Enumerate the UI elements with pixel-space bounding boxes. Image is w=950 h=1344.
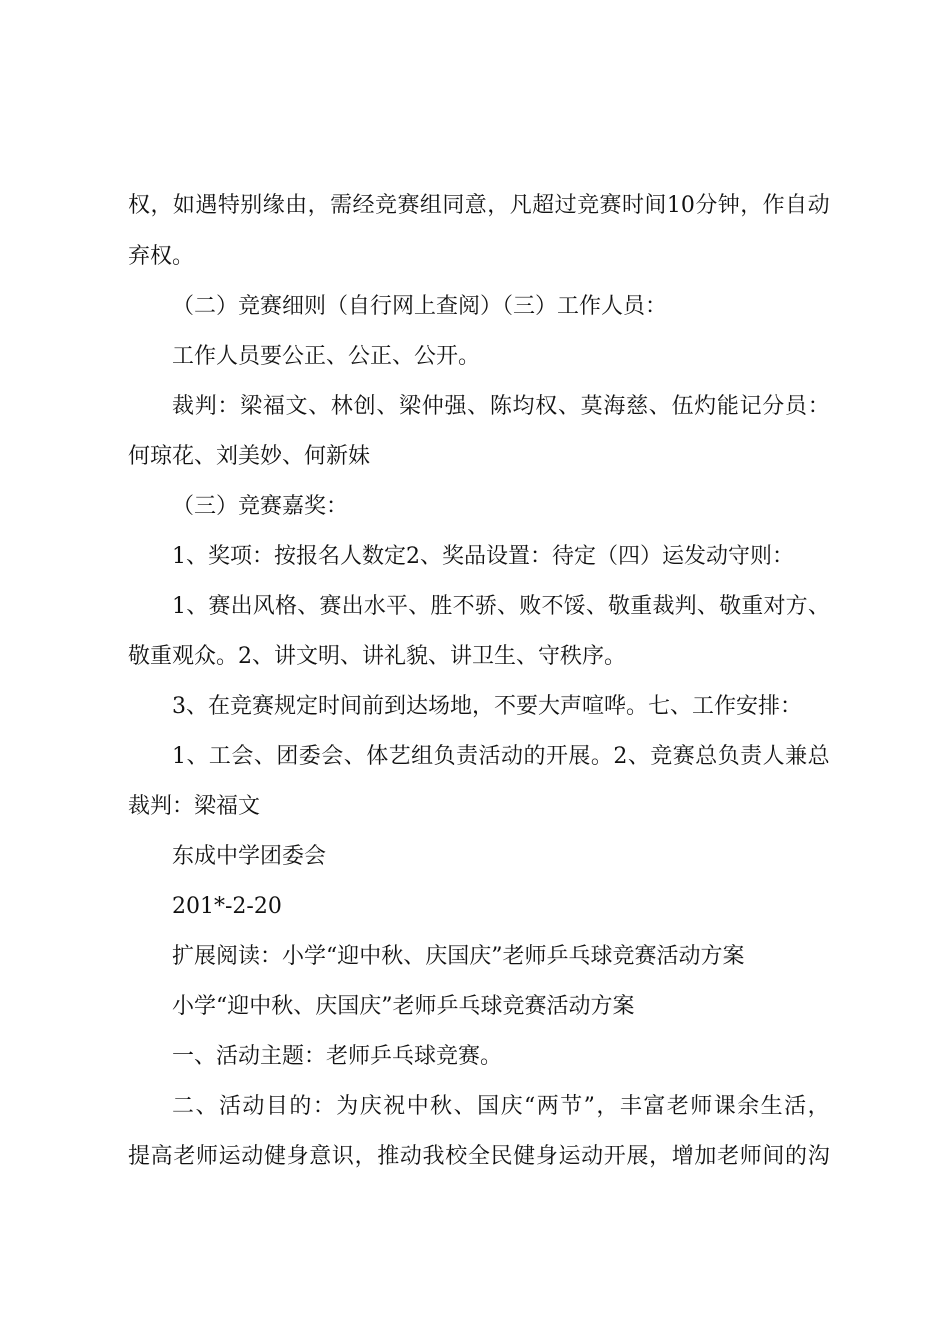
section-heading: （三）竞赛嘉奖：: [172, 494, 349, 519]
paragraph-line: 1 、 工 会 、 团 委 会 、 体 艺 组 负 责 活 动 的 开 展 。 2 、 竞 赛 总 负 责 人 兼 总: [172, 744, 830, 769]
paragraph-line: 1 、 赛 出 风 格 、 赛 出 水 平 、 胜 不 骄 、 败 不 馁 、 敬 重 裁 判 、 敬 重 对 方 、: [172, 594, 830, 619]
section-heading: 一、活动主题：老师乒乓球竞赛。: [172, 1044, 503, 1069]
paragraph-line: 二 、 活 动 目 的 ： 为 庆 祝 中 秋 、 国 庆 “ 两 节 ” ， 丰 富 老 师 课 余 生 活 ，: [172, 1094, 830, 1119]
paragraph-line: 权 ， 如 遇 特 别 缘 由 ， 需 经 竞 赛 组 同 意 ， 凡 超 过 竞 赛 时 间 10 分 钟 ， 作 自 动: [128, 193, 830, 218]
paragraph-line: 敬重观众。2、讲文明、讲礼貌、讲卫生、守秩序。: [128, 644, 626, 669]
signature-date: 201*-2-20: [172, 894, 282, 919]
extended-reading-title: 扩展阅读：小学“迎中秋、庆国庆”老师乒乓球竞赛活动方案: [172, 944, 745, 969]
section-heading: （二）竞赛细则（自行网上查阅）（三）工作人员：: [172, 294, 668, 319]
paragraph-line: 工作人员要公正、公正、公开。: [172, 344, 481, 369]
paragraph-line: 裁 判 ： 梁 福 文 、 林 创 、 梁 仲 强 、 陈 均 权 、 莫 海 慈 、 伍 灼 能 记 分 员 ：: [172, 394, 830, 419]
signature-organization: 东成中学团委会: [172, 844, 327, 869]
paragraph-line: 提 高 老 师 运 动 健 身 意 识 ， 推 动 我 校 全 民 健 身 运 动 开 展 ， 增 加 老 师 间 的 沟: [128, 1144, 830, 1169]
paragraph-line: 裁判：梁福文: [128, 794, 261, 819]
paragraph-line: 弃权。: [128, 244, 195, 269]
paragraph-line: 1、奖项：按报名人数定2、奖品设置：待定（四）运发动守则：: [172, 544, 794, 569]
paragraph-line: 何琼花、刘美妙、何新妹: [128, 444, 371, 469]
paragraph-line: 3、在竞赛规定时间前到达场地，不要大声喧哗。七、工作安排：: [172, 694, 802, 719]
document-title: 小学“迎中秋、庆国庆”老师乒乓球竞赛活动方案: [172, 994, 635, 1019]
